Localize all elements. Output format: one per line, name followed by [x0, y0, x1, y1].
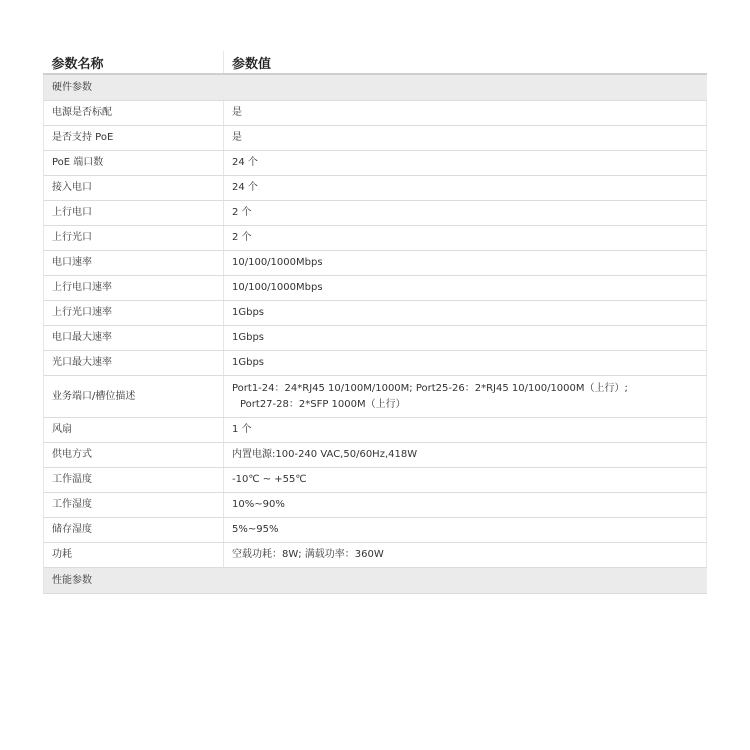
param-name: PoE 端口数 — [44, 151, 224, 176]
section-label: 硬件参数 — [44, 74, 707, 101]
table-row — [44, 101, 707, 126]
table-row — [44, 518, 707, 543]
param-name: 上行光口 — [44, 226, 224, 251]
param-name: 接入电口 — [44, 176, 224, 201]
table-row — [44, 176, 707, 201]
param-value-line: Port27-28：2*SFP 1000M（上行） — [240, 398, 406, 410]
param-name: 业务端口/槽位描述 — [44, 376, 224, 418]
table-row — [44, 493, 707, 518]
param-name: 工作湿度 — [44, 493, 224, 518]
table-row — [44, 468, 707, 493]
param-value: 2 个 — [224, 201, 707, 226]
param-name: 上行光口速率 — [44, 301, 224, 326]
param-name: 光口最大速率 — [44, 351, 224, 376]
param-value-line: Port1-24：24*RJ45 10/100M/1000M; Port25-26：2*RJ45 10/100/1000M（上行）; — [232, 382, 628, 394]
param-value: 10/100/1000Mbps — [224, 276, 707, 301]
param-value: 24 个 — [224, 176, 707, 201]
param-name: 功耗 — [44, 543, 224, 568]
param-value: 2 个 — [224, 226, 707, 251]
section-row-hardware — [44, 74, 707, 101]
param-name: 是否支持 PoE — [44, 126, 224, 151]
table-row — [44, 201, 707, 226]
param-value: 是 — [224, 126, 707, 151]
header-param-value: 参数值 — [224, 51, 707, 74]
table-row — [44, 418, 707, 443]
header-param-name: 参数名称 — [44, 51, 224, 74]
param-value: 是 — [224, 101, 707, 126]
param-value: 1Gbps — [224, 351, 707, 376]
param-value: 1 个 — [224, 418, 707, 443]
table-row — [44, 251, 707, 276]
param-value: 内置电源:100-240 VAC,50/60Hz,418W — [224, 443, 707, 468]
table-row — [44, 376, 707, 418]
param-value — [224, 376, 707, 418]
table-row — [44, 226, 707, 251]
table-row — [44, 301, 707, 326]
param-value: 24 个 — [224, 151, 707, 176]
param-name: 上行电口速率 — [44, 276, 224, 301]
param-name: 工作温度 — [44, 468, 224, 493]
param-value: 空载功耗：8W; 满载功率：360W — [224, 543, 707, 568]
param-value: 1Gbps — [224, 326, 707, 351]
param-name: 电源是否标配 — [44, 101, 224, 126]
param-name: 电口速率 — [44, 251, 224, 276]
param-value: -10℃ ~ +55℃ — [224, 468, 707, 493]
table-row — [44, 151, 707, 176]
param-name: 上行电口 — [44, 201, 224, 226]
param-name: 电口最大速率 — [44, 326, 224, 351]
table-row — [44, 126, 707, 151]
table-header-row — [44, 51, 707, 74]
section-row-performance — [44, 568, 707, 594]
table-row — [44, 276, 707, 301]
table-row — [44, 543, 707, 568]
param-value: 5%~95% — [224, 518, 707, 543]
param-value: 10/100/1000Mbps — [224, 251, 707, 276]
section-label: 性能参数 — [44, 568, 707, 594]
param-value: 1Gbps — [224, 301, 707, 326]
param-name: 风扇 — [44, 418, 224, 443]
spec-table — [43, 51, 707, 594]
param-name: 储存湿度 — [44, 518, 224, 543]
param-name: 供电方式 — [44, 443, 224, 468]
table-row — [44, 326, 707, 351]
table-row — [44, 443, 707, 468]
param-value: 10%~90% — [224, 493, 707, 518]
table-row — [44, 351, 707, 376]
